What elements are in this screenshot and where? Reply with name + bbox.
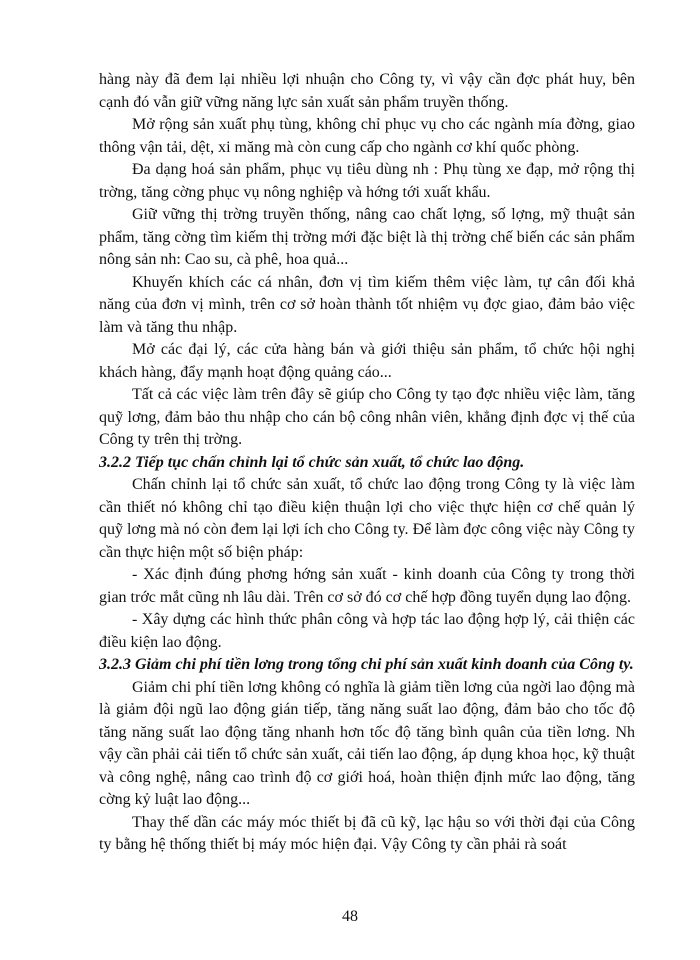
paragraph: Chấn chỉnh lại tổ chức sản xuất, tổ chức lao động trong Công ty là việc làm cần thiết nó không chỉ tạo điều kiện thuận lợi cho việc thực hiện cơ chế quản lý quỹ lơng mà nó còn đem lại lợi ích cho Công ty. Để làm đợc công việc này Công ty cần thực hiện một số biện pháp: bbox=[99, 476, 635, 561]
paragraph: Đa dạng hoá sản phẩm, phục vụ tiêu dùng nh : Phụ tùng xe đạp, mở rộng thị trờng, tăng cờng phục vụ nông nghiệp và hớng tới xuất khẩu. bbox=[99, 161, 635, 201]
section-heading-3-2-3: 3.2.3 Giảm chi phí tiền lơng trong tổng chi phí sản xuất kinh doanh của Công ty. bbox=[99, 656, 634, 673]
paragraph: Mở các đại lý, các cửa hàng bán và giới thiệu sản phẩm, tổ chức hội nghị khách hàng, đẩy mạnh hoạt động quảng cáo... bbox=[99, 341, 635, 381]
paragraph: Mở rộng sản xuất phụ tùng, không chỉ phục vụ cho các ngành mía đờng, giao thông vận tải, dệt, xi măng mà còn cung cấp cho ngành cơ khí quốc phòng. bbox=[99, 116, 635, 156]
paragraph: Tất cả các việc làm trên đây sẽ giúp cho Công ty tạo đợc nhiều việc làm, tăng quỹ lơng, đảm bảo thu nhập cho cán bộ công nhân viên, khẳng định đợc vị thế của Công ty trên thị trờng. bbox=[99, 386, 635, 448]
body-text bbox=[99, 69, 635, 857]
paragraph: Thay thế dần các máy móc thiết bị đã cũ kỹ, lạc hậu so với thời đại của Công ty bằng hệ thống thiết bị máy móc hiện đại. Vậy Công ty cần phải rà soát bbox=[99, 813, 635, 853]
page-number: 48 bbox=[342, 908, 358, 925]
bullet-item: - Xây dựng các hình thức phân công và hợp tác lao động hợp lý, cải thiện các điều kiện lao động. bbox=[99, 611, 635, 651]
bullet-item: - Xác định đúng phơng hớng sản xuất - kinh doanh của Công ty trong thời gian trớc mắt cũng nh lâu dài. Trên cơ sở đó cơ chế hợp đồng tuyển dụng lao động. bbox=[99, 566, 635, 606]
paragraph: Giảm chi phí tiền lơng không có nghĩa là giảm tiền lơng của ngời lao động mà là giảm đội ngũ lao động gián tiếp, tăng năng suất lao động, đảm bảo cho tốc độ tăng năng suất lao động tăng nhanh hơn tốc độ tăng bình quân của tiền lơng. Nh vậy cần phải cải tiến tổ chức sản xuất, cải tiến lao động, áp dụng khoa học, kỹ thuật và công nghệ, nâng cao trình độ cơ giới hoá, hoàn thiện định mức lao động, tăng cờng kỷ luật lao động... bbox=[99, 678, 635, 808]
section-heading-3-2-2: 3.2.2 Tiếp tục chấn chỉnh lại tổ chức sản xuất, tổ chức lao động. bbox=[99, 453, 525, 471]
paragraph: Khuyến khích các cá nhân, đơn vị tìm kiếm thêm việc làm, tự cân đối khả năng của đơn vị mình, trên cơ sở hoàn thành tốt nhiệm vụ đợc giao, đảm bảo việc làm và tăng thu nhập. bbox=[99, 273, 635, 336]
paragraph-continuation: hàng này đã đem lại nhiều lợi nhuận cho Công ty, vì vậy cần đợc phát huy, bên cạnh đó vẫn giữ vững năng lực sản xuất sản phẩm truyền thống. bbox=[99, 71, 635, 111]
paragraph: Giữ vững thị trờng truyền thống, nâng cao chất lợng, số lợng, mỹ thuật sản phẩm, tăng cờng tìm kiếm thị trờng mới đặc biệt là thị trờng chế biến các sản phẩm nông sản nh: Cao su, cà phê, hoa quả... bbox=[99, 206, 635, 268]
